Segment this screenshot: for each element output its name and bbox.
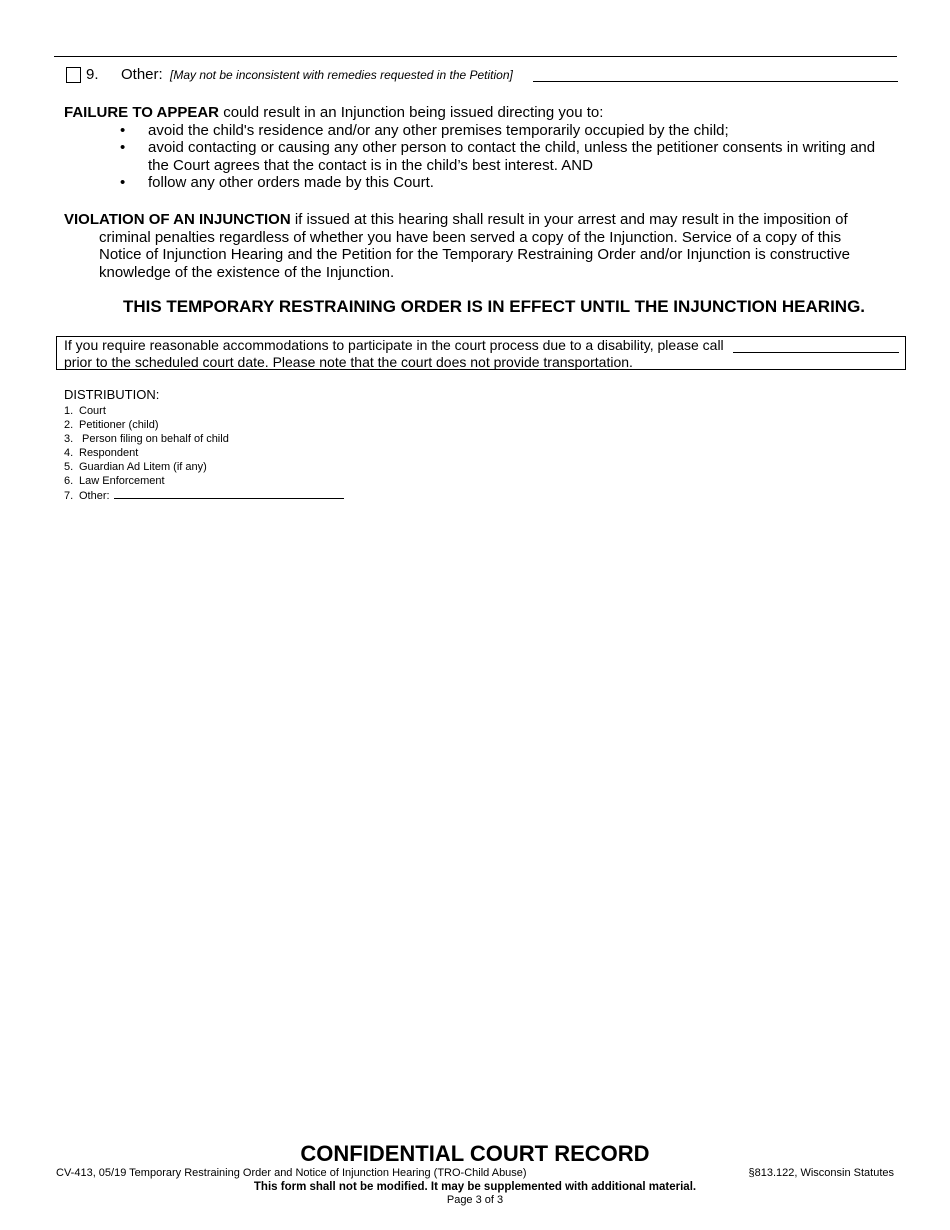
violation-text: if issued at this hearing shall result in your arrest and may result in the imposition of criminal penalties regardless of whether you have been served a copy of the Injunction. Service of a copy of this Notice of Injunction Hearing and the Petition for the Temporary Restraining Order and/or Injunction is constructive knowledge of the existence of the Injunction. (99, 211, 850, 281)
list-item: • follow any other orders made by this Court. (148, 174, 894, 192)
item-9-label: Other: (121, 66, 163, 83)
accommodation-line-2: prior to the scheduled court date. Please note that the court does not provide transportation. (64, 354, 633, 370)
confidential-record-title: CONFIDENTIAL COURT RECORD (300, 1141, 650, 1166)
list-item: 4. Respondent (64, 447, 139, 459)
item-9-other (64, 66, 898, 84)
modification-notice: This form shall not be modified. It may be supplemented with additional material. (253, 1181, 697, 1193)
page-number: Page 3 of 3 (446, 1194, 504, 1206)
list-item: 3. Person filing on behalf of child (64, 433, 229, 445)
item-9-note: [May not be inconsistent with remedies requested in the Petition] (170, 68, 513, 82)
list-item: 6. Law Enforcement (64, 475, 165, 487)
failure-to-appear-intro: could result in an Injunction being issued directing you to: (219, 104, 604, 121)
list-item: 5. Guardian Ad Litem (if any) (64, 461, 207, 473)
violation-heading: VIOLATION OF AN INJUNCTION (64, 211, 291, 228)
item-9-checkbox[interactable] (66, 67, 81, 83)
statute-reference: §813.122, Wisconsin Statutes (748, 1167, 894, 1179)
accommodation-phone-blank[interactable] (733, 352, 899, 353)
list-item: 1. Court (64, 405, 106, 417)
distribution-other-blank[interactable] (114, 488, 344, 499)
list-item: • avoid contacting or causing any other person to contact the child, unless the petitioner consents in writing and the Court agrees that the contact is in the child’s best interest. AND (148, 139, 894, 174)
failure-to-appear-list (64, 122, 894, 192)
item-9-number: 9. (86, 66, 99, 83)
failure-to-appear-heading: FAILURE TO APPEAR (64, 104, 220, 121)
tro-notice: THIS TEMPORARY RESTRAINING ORDER IS IN EFFECT UNTIL THE INJUNCTION HEARING. (122, 297, 866, 316)
failure-to-appear-section (64, 104, 894, 192)
accommodation-box (56, 336, 906, 370)
distribution-heading: DISTRIBUTION: (64, 387, 160, 402)
form-identifier: CV-413, 05/19 Temporary Restraining Order and Notice of Injunction Hearing (TRO-Child Abuse) (56, 1167, 527, 1179)
accommodation-line-1: If you require reasonable accommodations to participate in the court process due to a disability, please call (64, 337, 724, 353)
list-item: 7. Other: (64, 488, 344, 503)
list-item: • avoid the child's residence and/or any other premises temporarily occupied by the child; (148, 122, 894, 140)
item-9-blank-line[interactable] (533, 81, 898, 82)
distribution-list (64, 387, 344, 503)
top-rule (54, 56, 897, 57)
violation-section (64, 211, 884, 281)
list-item: 2. Petitioner (child) (64, 419, 159, 431)
